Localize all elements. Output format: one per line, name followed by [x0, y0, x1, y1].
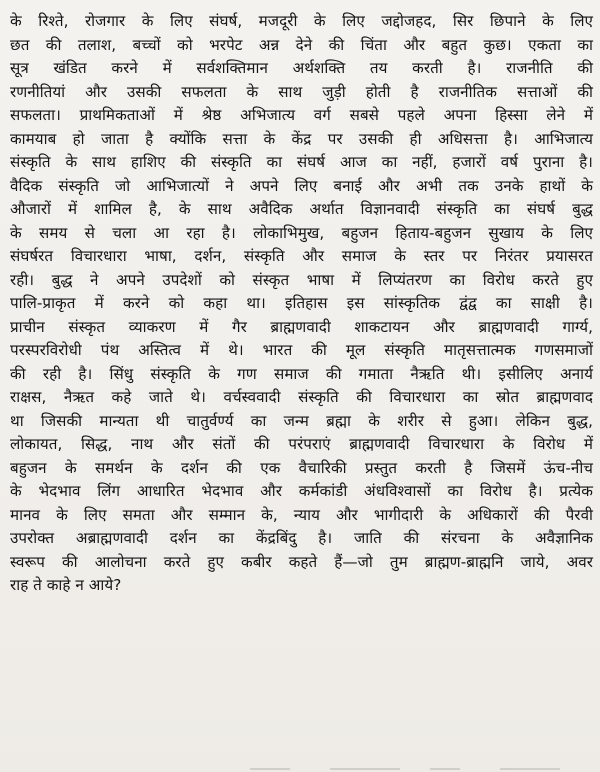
- text-line: वैदिक संस्कृति जो आभिजात्यों ने अपने लिए बनाई और अभी तक उनके हाथों के: [10, 176, 593, 195]
- text-line: की रही है। सिंधु संस्कृति के गण समाज की गमाता नैऋति थी। इसीलिए अनार्य: [10, 364, 593, 383]
- text-line: छत की तलाश, बच्चों को भरपेट अन्न देने की चिंता और बहुत कुछ। एकता का: [10, 35, 593, 54]
- text-line: था जिसकी मान्यता थी चातुर्वर्ण्य का जन्म ब्रह्मा के शरीर से हुआ। लेकिन बुद्ध,: [10, 411, 593, 430]
- text-line: सफलता। प्राथमिकताओं में श्रेष्ठ अभिजात्य वर्ग सबसे पहले अपना हिस्सा लेने में: [10, 106, 593, 124]
- text-line: सूत्र खंडित करने में सर्वशक्तिमान अर्थशक्ति तय करती है। राजनीति की: [10, 59, 593, 77]
- text-line: राक्षस, नैऋत कहे जाते थे। वर्चस्ववादी संस्कृति की विचारधारा का स्रोत ब्राह्मणवाद: [10, 388, 593, 406]
- text-line: कामयाब हो जाता है क्योंकि सत्ता के केंद्र पर उसकी ही अधिसत्ता है। आभिजात्य: [10, 129, 593, 148]
- text-line: संस्कृति के साथ हाशिए की संस्कृति का संघर्ष आज का नहीं, हजारों वर्ष पुराना है।: [10, 153, 593, 171]
- bottom-bleed-through-artifact: [0, 762, 600, 772]
- top-bleed-through-artifact: [0, 0, 600, 6]
- text-line: बहुजन के समर्थन के दर्शन की एक वैचारिकी प्रस्तुत करती है जिसमें ऊंच-नीच: [10, 458, 593, 477]
- text-line: औजारों में शामिल है, के साथ अवैदिक अर्थात विज्ञानवादी संस्कृति का संघर्ष बुद्ध: [10, 200, 593, 218]
- text-line: के भेदभाव लिंग आधारित भेदभाव और कर्मकांडी अंधविश्वासों का विरोध है। प्रत्येक: [10, 482, 593, 500]
- text-line: उपरोक्त अब्राह्मणवादी दर्शन का केंद्रबिंदु है। जाति की संरचना के अवैज्ञानिक: [10, 529, 593, 547]
- text-line: मानव के लिए समता और सम्मान के, न्याय और भागीदारी के अधिकारों की पैरवी: [10, 505, 593, 524]
- text-line: स्वरूप की आलोचना करते हुए कबीर कहते हैं—जो तुम ब्राह्मण-ब्राह्मनि जाये, अवर: [10, 552, 593, 571]
- text-line: लोकायत, सिद्ध, नाथ और संतों की परंपराएं ब्राह्मणवादी विचारधारा के विरोध में: [10, 435, 593, 453]
- text-line: संघर्षरत विचारधारा भाषा, दर्शन, संस्कृति और समाज के स्तर पर निरंतर प्रयासरत: [10, 247, 593, 265]
- text-line-last: राह ते काहे न आये?: [10, 576, 122, 594]
- text-line: रही। बुद्ध ने अपने उपदेशों को संस्कृत भाषा में लिप्यंतरण का विरोध करते हुए: [10, 270, 593, 289]
- text-line: रणनीतियां और उसकी सफलता के साथ जुड़ी होती है राजनीतिक सत्ताओं की: [10, 82, 593, 101]
- text-line: के रिश्ते, रोजगार के लिए संघर्ष, मजदूरी के लिए जद्दोजहद, सिर छिपाने के लिए: [10, 12, 593, 30]
- text-line: के समय से चला आ रहा है। लोकाभिमुख, बहुजन हिताय-बहुजन सुखाय के लिए: [10, 223, 593, 242]
- hindi-text-body: [10, 10, 593, 598]
- text-line: पालि-प्राकृत में करने को कहा था। इतिहास इस सांस्कृतिक द्वंद्व का साक्षी है।: [10, 294, 593, 312]
- text-line: प्राचीन संस्कृत व्याकरण में गैर ब्राह्मणवादी शाकटायन और ब्राह्मणवादी गार्ग्य,: [10, 317, 593, 336]
- text-line: परस्परविरोधी पंथ अस्तित्व में थे। भारत की मूल संस्कृति मातृसत्तात्मक गणसमाजों: [10, 341, 593, 359]
